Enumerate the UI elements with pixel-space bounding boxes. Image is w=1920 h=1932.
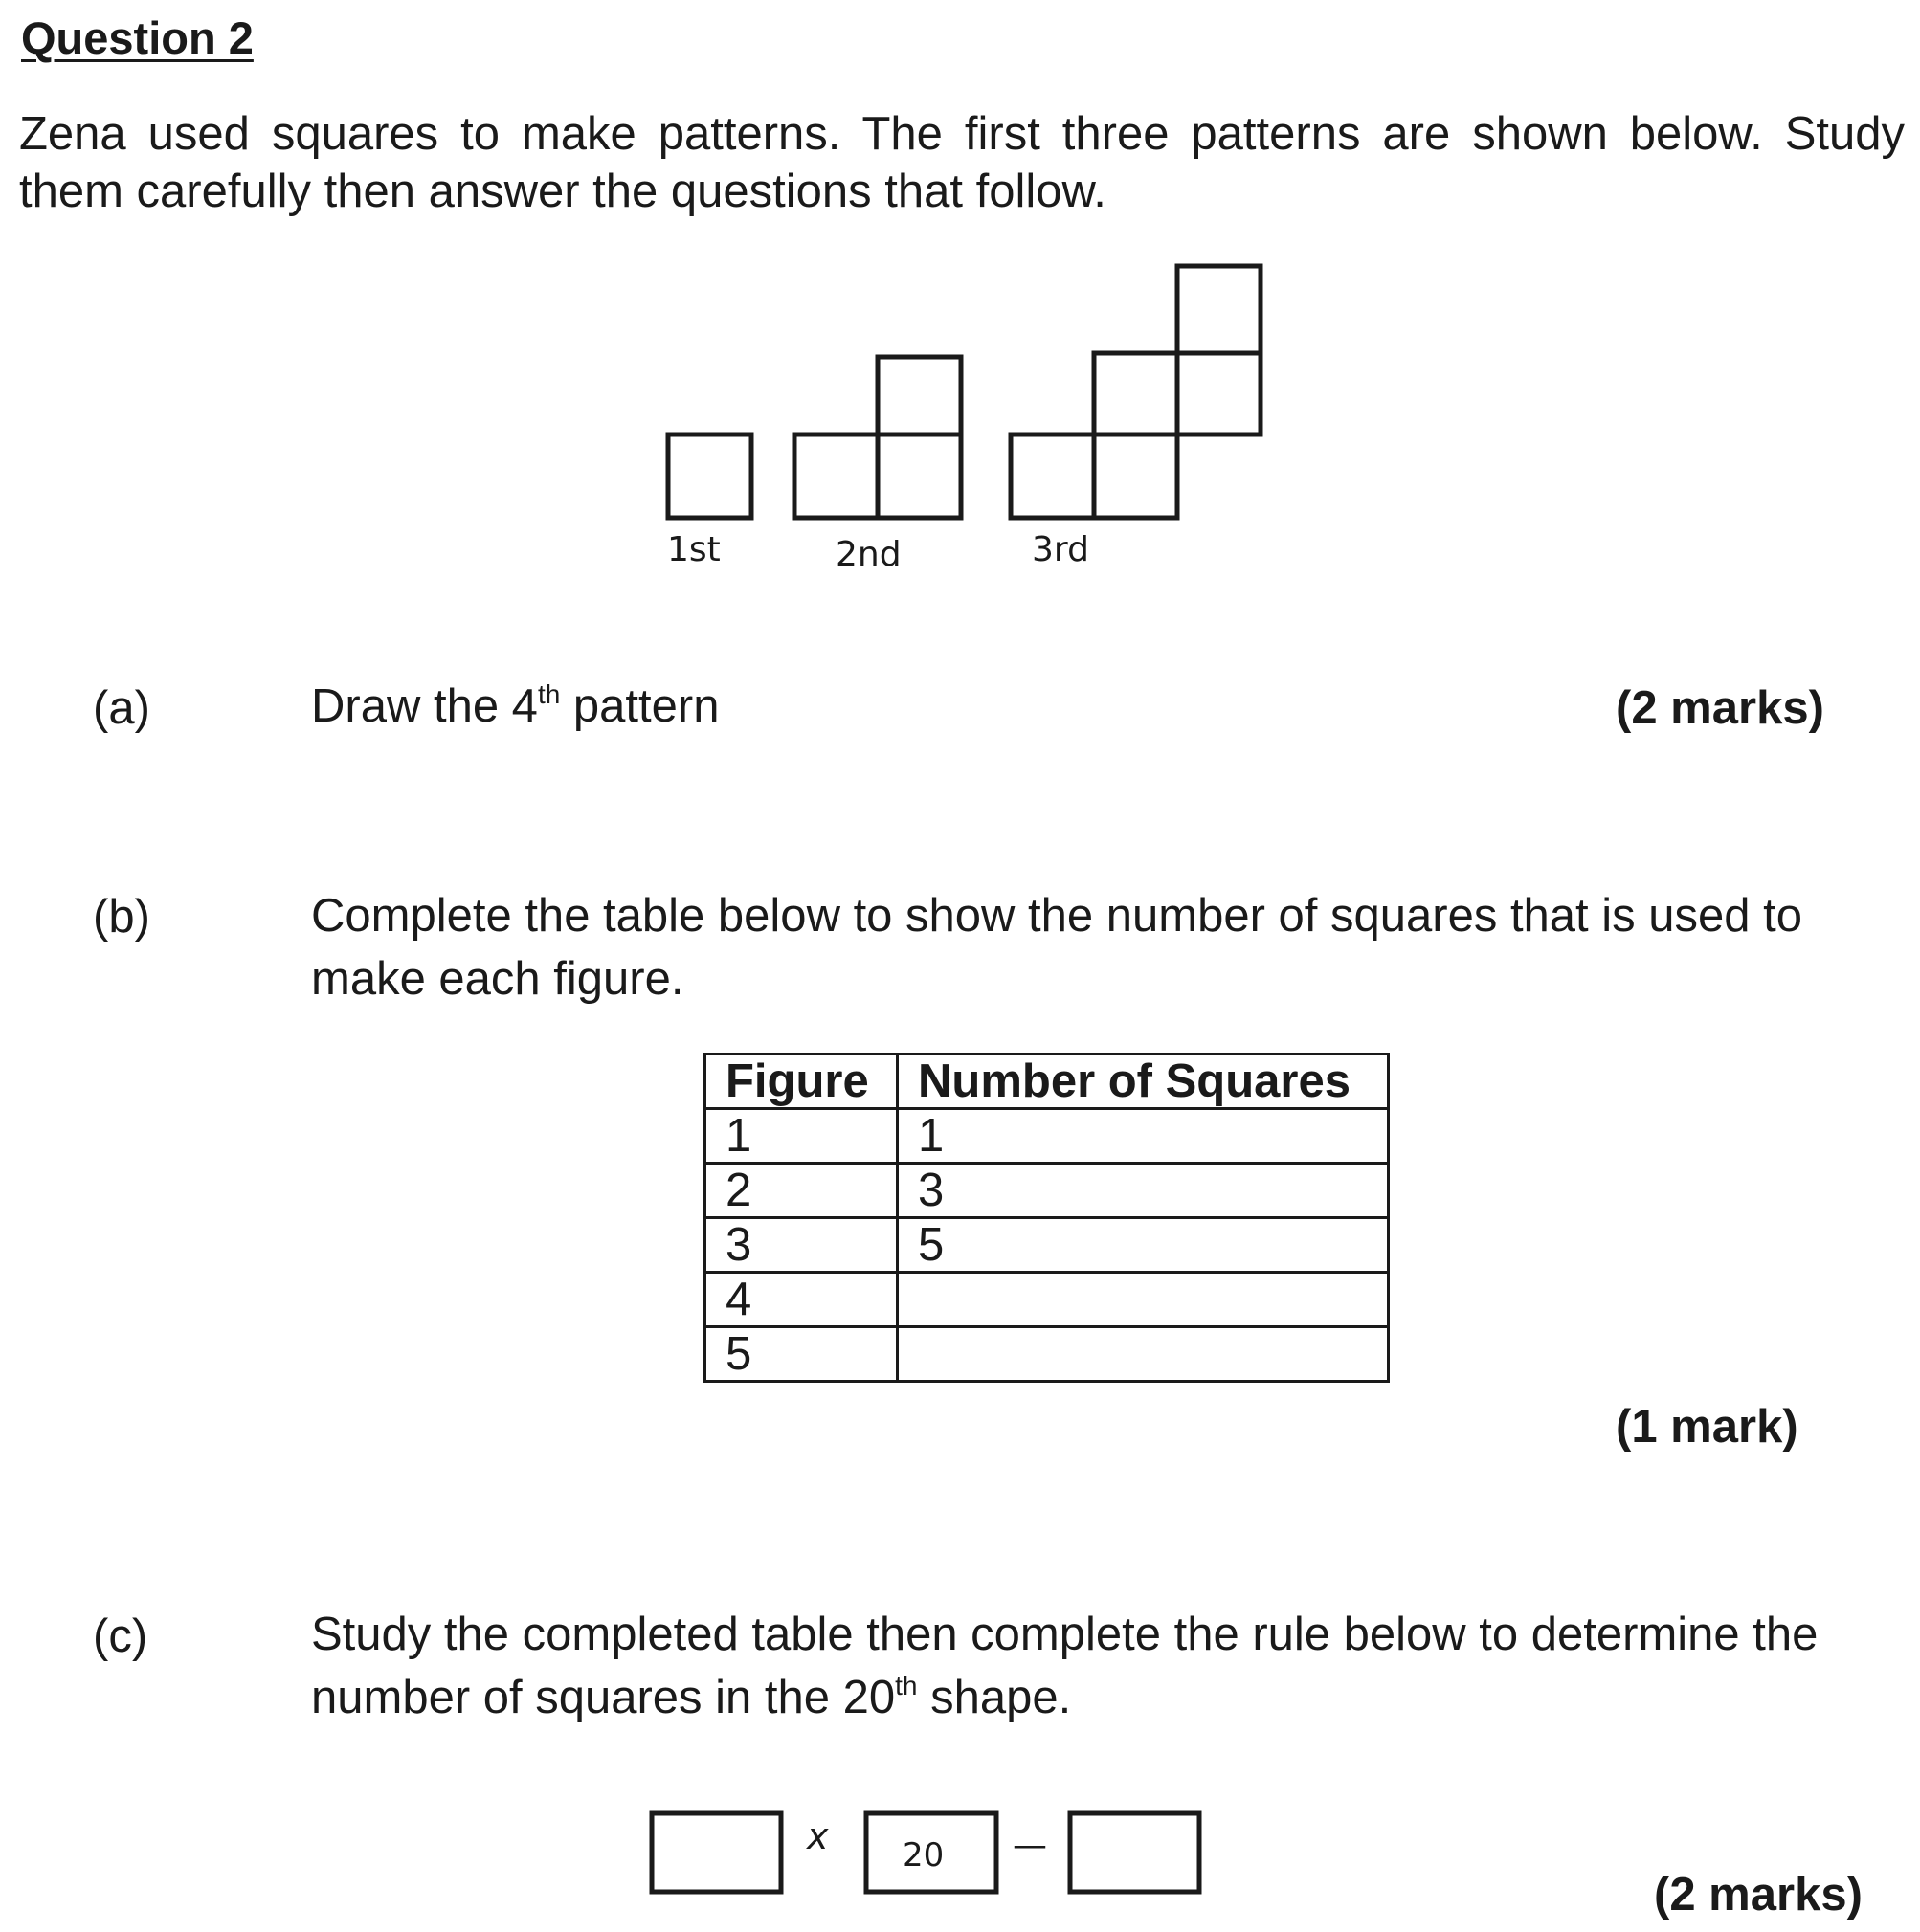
pattern2-square-bottom-right <box>878 434 961 518</box>
part-c-line-2 <box>311 1666 1818 1729</box>
rule-blank-box-subtract[interactable] <box>1070 1813 1199 1892</box>
table-header-number-of-squares: Number of Squares <box>898 1055 1389 1109</box>
pattern-label-3: 3rd <box>1032 530 1089 569</box>
table-cell-figure: 4 <box>705 1273 898 1327</box>
pattern2-square-bottom-left <box>794 434 878 518</box>
part-c-label: (c) <box>93 1610 148 1662</box>
table-row <box>705 1218 1389 1273</box>
pattern3-square-top <box>1177 266 1261 353</box>
part-a-text-before: Draw the 4 <box>311 680 538 732</box>
question-title: Question 2 <box>21 12 254 63</box>
rule-blank-box-multiplier[interactable] <box>652 1813 781 1892</box>
pattern3-square-middle-right <box>1177 353 1261 434</box>
part-a-label: (a) <box>93 682 150 734</box>
table-row <box>705 1273 1389 1327</box>
pattern-figures-svg <box>0 0 1920 593</box>
intro-paragraph <box>19 105 1905 220</box>
part-a-text-after: pattern <box>560 680 720 732</box>
part-a-marks: (2 marks) <box>1616 682 1824 734</box>
pattern3-square-bottom-left <box>1011 434 1094 518</box>
part-a-text <box>311 675 719 738</box>
table-row <box>705 1109 1389 1164</box>
table-cell-figure: 2 <box>705 1164 898 1218</box>
table-cell-figure: 5 <box>705 1327 898 1382</box>
part-c-line-2-before: number of squares in the 20 <box>311 1672 896 1723</box>
part-a-sup: th <box>537 678 561 709</box>
table-row <box>705 1164 1389 1218</box>
table-cell-figure: 1 <box>705 1109 898 1164</box>
table-row <box>705 1327 1389 1382</box>
table-cell-count: 5 <box>898 1218 1389 1273</box>
pattern2-square-top <box>878 357 961 434</box>
table-cell-count-blank[interactable] <box>898 1327 1389 1382</box>
pattern3-square-middle-left <box>1094 353 1177 434</box>
rule-minus-symbol: — <box>1013 1826 1047 1865</box>
intro-line-1: Zena used squares to make patterns. The first three patterns are shown below. Study <box>19 108 1905 160</box>
table-cell-count: 1 <box>898 1109 1389 1164</box>
pattern-figures <box>0 0 1920 593</box>
pattern3-square-bottom-right <box>1094 434 1177 518</box>
pattern1-square <box>668 434 751 518</box>
rule-expression <box>0 1799 1920 1914</box>
squares-table <box>703 1053 1390 1383</box>
table-cell-count: 3 <box>898 1164 1389 1218</box>
part-c-marks: (2 marks) <box>1654 1869 1863 1921</box>
part-b-text <box>311 884 1802 1010</box>
table-cell-count-blank[interactable] <box>898 1273 1389 1327</box>
pattern-label-1: 1st <box>667 530 721 569</box>
rule-times-symbol: x <box>807 1815 829 1857</box>
part-b-line-1: Complete the table below to show the number of squares that is used to <box>311 890 1803 942</box>
part-b-line-2: make each figure. <box>311 953 684 1005</box>
part-b-marks: (1 mark) <box>1616 1401 1798 1453</box>
part-c-text <box>311 1603 1818 1729</box>
intro-line-2: them carefully then answer the questions that follow. <box>19 166 1106 217</box>
part-c-sup: th <box>895 1670 918 1700</box>
part-b-label: (b) <box>93 891 150 943</box>
pattern-label-2: 2nd <box>836 535 902 574</box>
table-header-row <box>705 1055 1389 1109</box>
table-header-figure: Figure <box>705 1055 898 1109</box>
rule-given-value: 20 <box>903 1836 945 1875</box>
rule-expression-svg <box>0 1799 1920 1914</box>
part-c-line-1: Study the completed table then complete the rule below to determine the <box>311 1609 1819 1660</box>
part-c-line-2-after: shape. <box>917 1672 1072 1723</box>
table-cell-figure: 3 <box>705 1218 898 1273</box>
squares-table-wrapper <box>703 1053 1390 1383</box>
